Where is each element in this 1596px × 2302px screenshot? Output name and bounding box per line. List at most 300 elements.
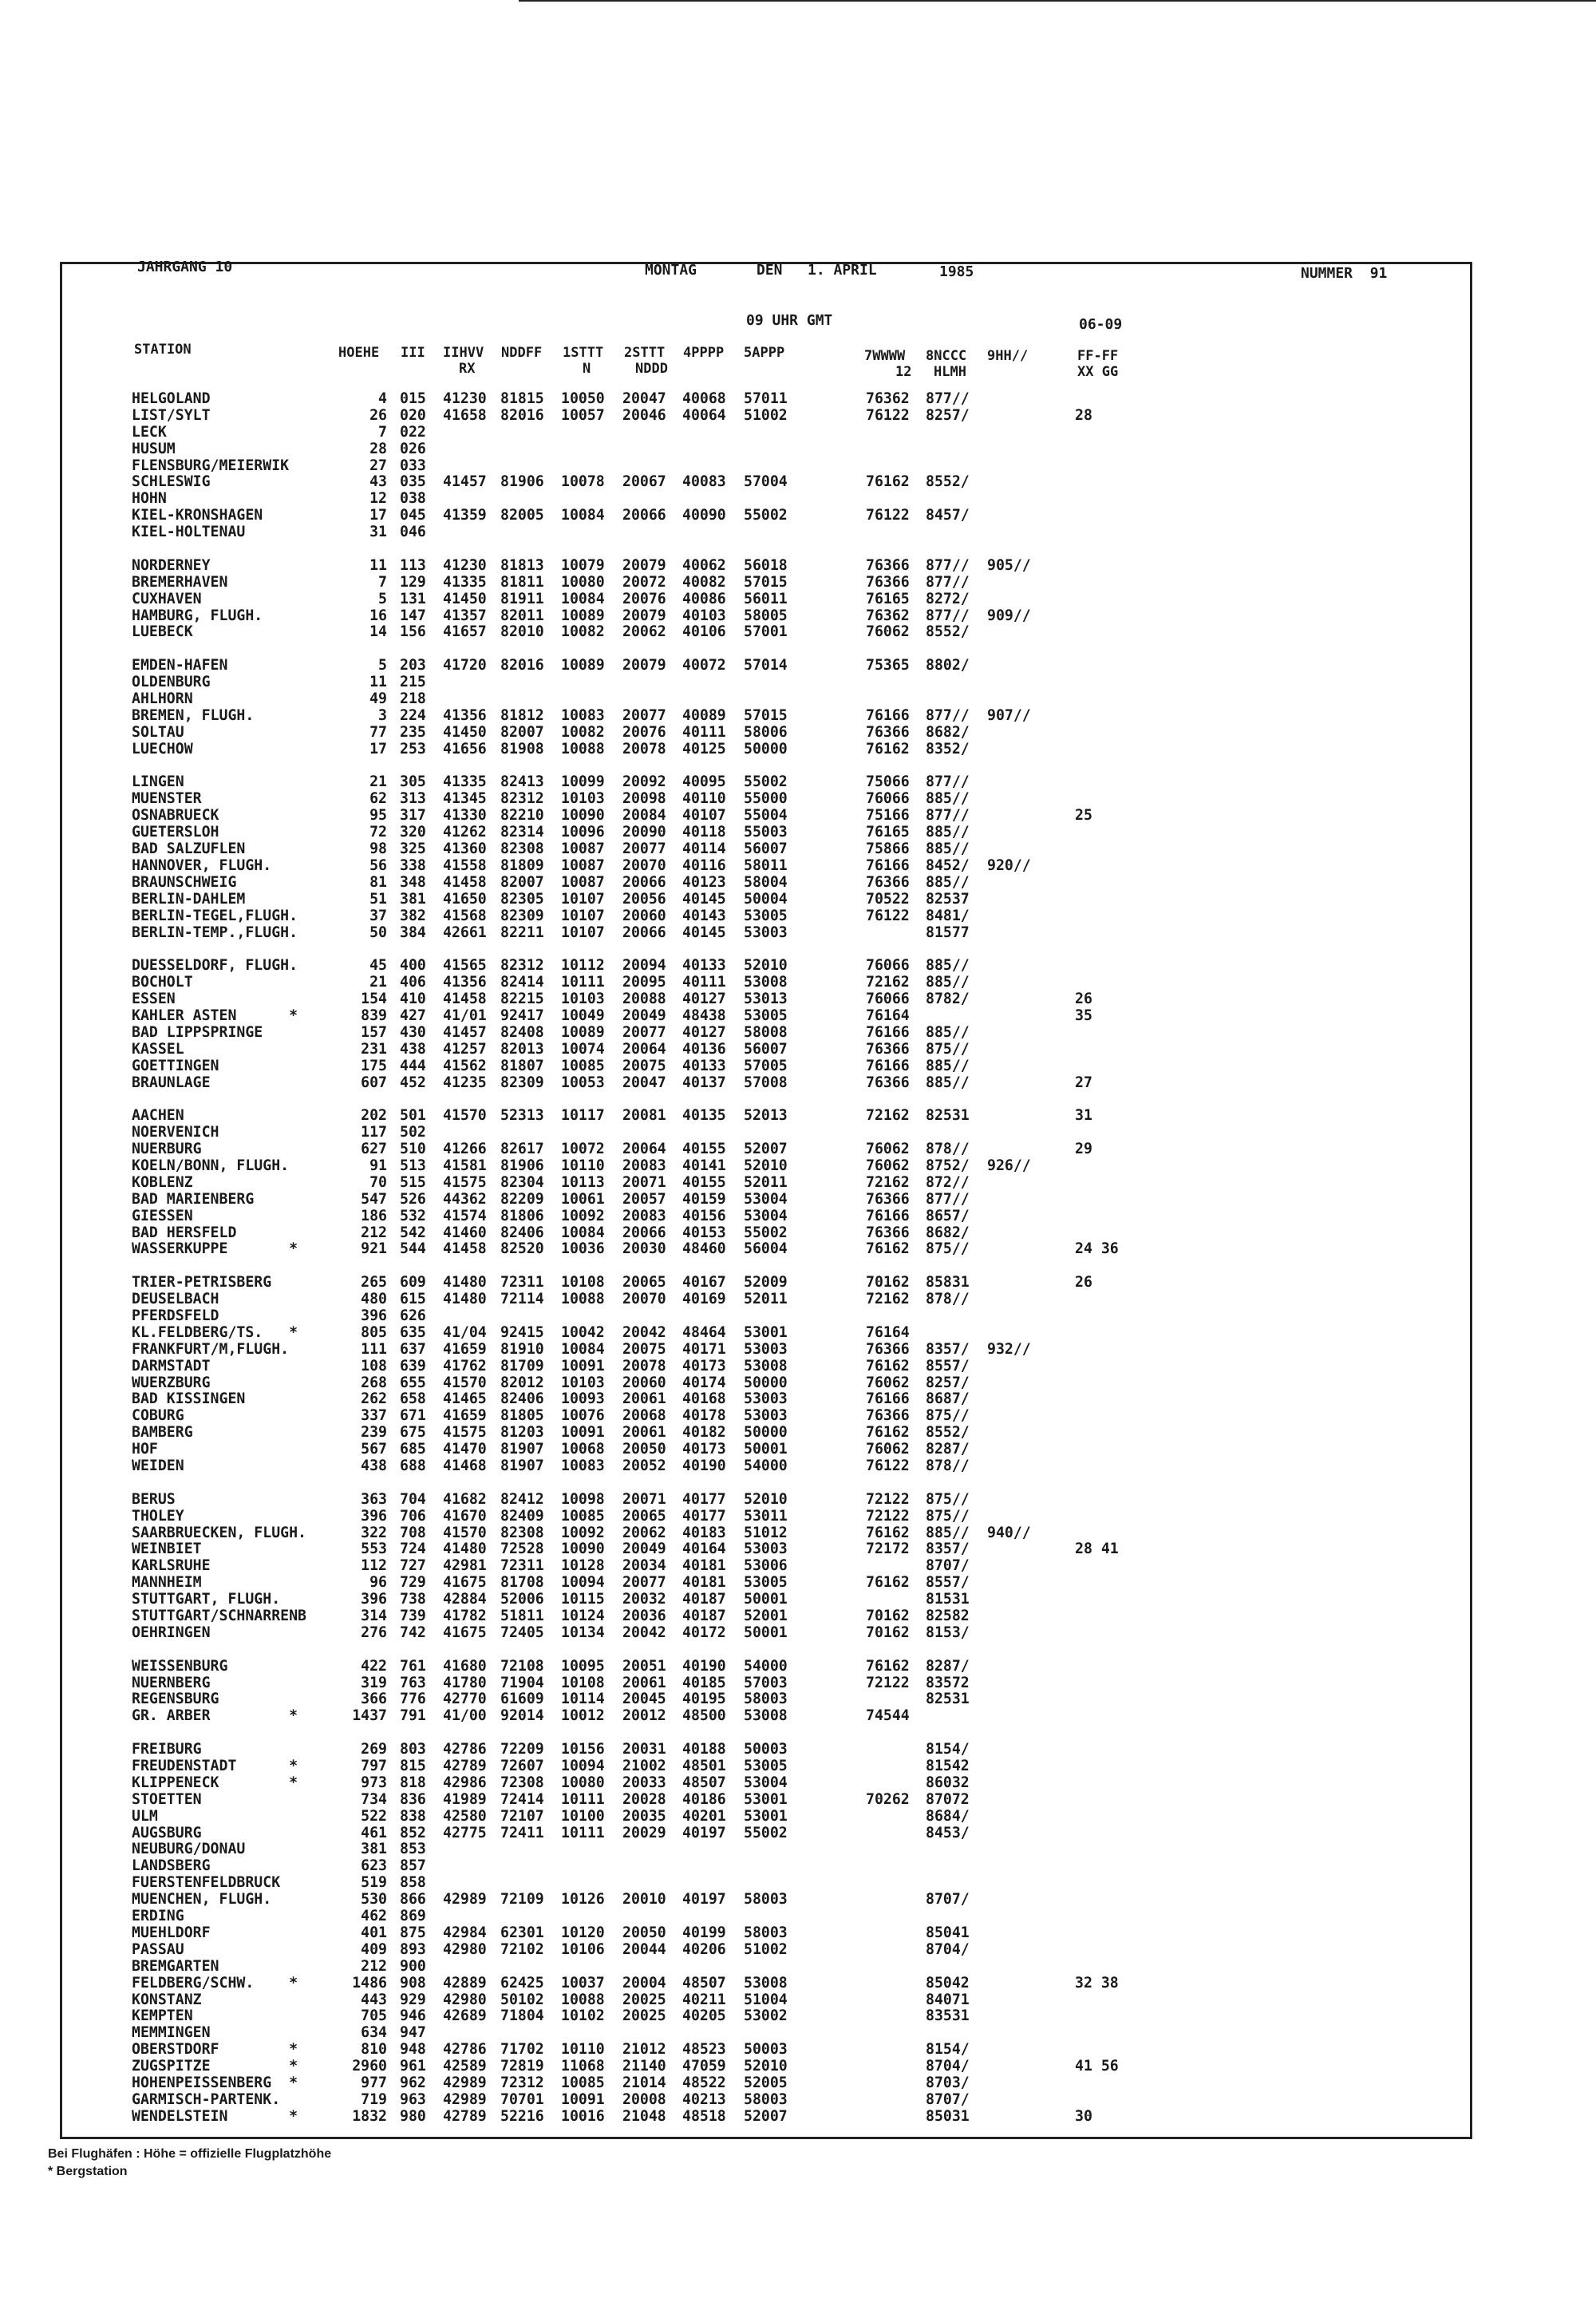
cell-g4: 40111 <box>682 723 726 741</box>
cell-g4: 40141 <box>682 1157 726 1174</box>
cell-g2: 20070 <box>622 856 666 874</box>
cell-g5: 52005 <box>744 2074 788 2091</box>
cell-hoehe: 522 <box>361 1807 387 1825</box>
cell-g7: 72162 <box>866 1107 910 1125</box>
cell-g2: 20044 <box>622 1940 666 1958</box>
cell-iii: 305 <box>400 773 426 791</box>
cell-station: BAD MARIENBERG <box>132 1190 255 1208</box>
cell-g2: 20052 <box>622 1458 666 1474</box>
cell-g1: 10087 <box>561 841 605 858</box>
cell-iihvv: 42689 <box>443 2007 487 2025</box>
cell-hoehe: 705 <box>361 2007 387 2025</box>
cell-nddff: 72109 <box>500 1891 544 1908</box>
cell-nddff: 71904 <box>500 1674 544 1691</box>
cell-g4: 40095 <box>682 773 726 791</box>
cell-iii: 893 <box>400 1940 426 1958</box>
cell-g2: 20035 <box>622 1807 666 1825</box>
cell-station: STUTTGART/SCHNARRENB <box>132 1608 306 1625</box>
cell-g5: 56011 <box>744 590 788 607</box>
cell-g1: 10016 <box>561 2107 605 2125</box>
cell-g2: 20076 <box>622 590 666 607</box>
cell-g4: 48507 <box>682 1974 726 1992</box>
cell-g8: 82582 <box>926 1608 970 1625</box>
cell-g1: 10012 <box>561 1707 605 1725</box>
table-row <box>132 941 1488 958</box>
cell-g5: 53001 <box>744 1807 788 1825</box>
cell-iii: 706 <box>400 1507 426 1525</box>
cell-g5: 58005 <box>744 607 788 624</box>
cell-g5: 53004 <box>744 1774 788 1791</box>
jahrgang-label: JAHRGANG 10 <box>137 259 233 275</box>
cell-g1: 10087 <box>561 873 605 891</box>
cell-g1: 10117 <box>561 1107 605 1125</box>
cell-nddff: 72308 <box>500 1774 544 1791</box>
cell-g2: 20036 <box>622 1608 666 1625</box>
cell-g7: 75866 <box>866 841 910 858</box>
cell-g2: 20066 <box>622 507 666 524</box>
year-label: 1985 <box>939 263 974 280</box>
cell-g5: 57001 <box>744 623 788 641</box>
table-row <box>132 1458 1488 1475</box>
cell-g8: 8752/ <box>926 1157 970 1174</box>
cell-iihvv: 41575 <box>443 1424 487 1442</box>
cell-station: KASSEL <box>132 1040 184 1058</box>
cell-iihvv: 41989 <box>443 1790 487 1808</box>
cell-g4: 40072 <box>682 657 726 674</box>
cell-g2: 20025 <box>622 2007 666 2025</box>
cell-g1: 10061 <box>561 1190 605 1208</box>
cell-nddff: 82406 <box>500 1390 544 1408</box>
cell-station: SOLTAU <box>132 723 184 741</box>
cell-g5: 56007 <box>744 1040 788 1058</box>
table-row <box>132 1208 1488 1225</box>
cell-g5: 52010 <box>744 1490 788 1508</box>
cell-g1: 11068 <box>561 2058 605 2075</box>
cell-g5: 51012 <box>744 1524 788 1541</box>
cell-iihvv: 41360 <box>443 841 487 858</box>
cell-iii: 513 <box>400 1157 426 1174</box>
cell-iihvv: 41345 <box>443 790 487 808</box>
cell-iii: 742 <box>400 1624 426 1641</box>
cell-g1: 10068 <box>561 1441 605 1458</box>
cell-iihvv: 41762 <box>443 1357 487 1374</box>
cell-iii: 729 <box>400 1574 426 1592</box>
cell-g2: 20004 <box>622 1974 666 1992</box>
table-row <box>132 991 1488 1008</box>
table-row <box>132 1708 1488 1725</box>
cell-g5: 53003 <box>744 1390 788 1408</box>
cell-g2: 21140 <box>622 2058 666 2075</box>
cell-iihvv: 41335 <box>443 773 487 791</box>
cell-station: BERLIN-TEGEL,FLUGH. <box>132 907 298 924</box>
cell-hoehe: 973 <box>361 1774 387 1791</box>
cell-g9: 926// <box>987 1157 1031 1174</box>
cell-g5: 55002 <box>744 773 788 791</box>
cell-nddff: 82011 <box>500 607 544 624</box>
cell-iii: 671 <box>400 1407 426 1425</box>
cell-g4: 40083 <box>682 473 726 491</box>
range-label: 06-09 <box>1079 316 1123 333</box>
table-row <box>132 508 1488 524</box>
cell-g7: 76166 <box>866 706 910 724</box>
table-row <box>132 1642 1488 1659</box>
cell-iihvv: 41581 <box>443 1157 487 1174</box>
cell-nddff: 82409 <box>500 1507 544 1525</box>
cell-g1: 10085 <box>561 2074 605 2091</box>
table-row <box>132 441 1488 458</box>
cell-station: FREUDENSTADT * <box>132 1758 298 1775</box>
table-row <box>132 458 1488 475</box>
cell-station: BAD SALZUFLEN <box>132 841 246 858</box>
cell-iii: 317 <box>400 807 426 825</box>
cell-g4: 40181 <box>682 1557 726 1575</box>
table-row <box>132 2025 1488 2042</box>
cell-g5: 57011 <box>744 390 788 407</box>
cell-g2: 20077 <box>622 1574 666 1592</box>
cell-g5: 50000 <box>744 1374 788 1391</box>
table-row <box>132 1725 1488 1742</box>
cell-hoehe: 265 <box>361 1274 387 1291</box>
cell-iii: 929 <box>400 1991 426 2008</box>
cell-iii: 639 <box>400 1357 426 1374</box>
cell-hoehe: 16 <box>369 607 387 624</box>
cell-hoehe: 77 <box>369 723 387 741</box>
cell-g2: 20030 <box>622 1240 666 1258</box>
cell-g4: 40111 <box>682 974 726 991</box>
cell-nddff: 81708 <box>500 1574 544 1592</box>
cell-iii: 510 <box>400 1141 426 1158</box>
cell-nddff: 52313 <box>500 1107 544 1125</box>
cell-g7: 76366 <box>866 873 910 891</box>
cell-iihvv: 41675 <box>443 1624 487 1641</box>
cell-iihvv: 42884 <box>443 1591 487 1608</box>
cell-station: WASSERKUPPE * <box>132 1240 298 1258</box>
table-row <box>132 1541 1488 1558</box>
cell-g1: 10092 <box>561 1524 605 1541</box>
cell-station: HOHENPEISSENBERG * <box>132 2074 298 2091</box>
cell-station: BREMERHAVEN <box>132 573 228 591</box>
cell-iihvv: 41468 <box>443 1458 487 1474</box>
table-row <box>132 1841 1488 1858</box>
cell-hoehe: 409 <box>361 1940 387 1958</box>
table-row <box>132 1359 1488 1375</box>
cell-g1: 10049 <box>561 1007 605 1024</box>
cell-iihvv: 42986 <box>443 1774 487 1791</box>
cell-g8: 877// <box>926 807 970 825</box>
cell-g2: 20077 <box>622 1023 666 1041</box>
cell-nddff: 52216 <box>500 2107 544 2125</box>
cell-station: MEMMINGEN <box>132 2024 211 2042</box>
cell-g2: 20066 <box>622 873 666 891</box>
cell-station: ULM <box>132 1807 158 1825</box>
cell-g9: 932// <box>987 1340 1031 1358</box>
cell-iihvv: 41480 <box>443 1541 487 1558</box>
cell-iii: 038 <box>400 490 426 508</box>
cell-nddff: 81911 <box>500 590 544 607</box>
cell-nddff: 82414 <box>500 974 544 991</box>
table-row <box>132 1792 1488 1809</box>
table-row <box>132 2042 1488 2059</box>
cell-g1: 10098 <box>561 1490 605 1508</box>
cell-g8: 86032 <box>926 1774 970 1791</box>
cell-hoehe: 108 <box>361 1357 387 1374</box>
cell-nddff: 82520 <box>500 1240 544 1258</box>
cell-iii: 739 <box>400 1608 426 1625</box>
cell-iii: 688 <box>400 1458 426 1474</box>
cell-g5: 57005 <box>744 1057 788 1074</box>
cell-g2: 20029 <box>622 1824 666 1841</box>
cell-g2: 20083 <box>622 1207 666 1224</box>
cell-iihvv: 41457 <box>443 1023 487 1041</box>
cell-g5: 54000 <box>744 1657 788 1675</box>
cell-g1: 10042 <box>561 1323 605 1341</box>
cell-nddff: 72411 <box>500 1824 544 1841</box>
cell-g1: 10091 <box>561 1357 605 1374</box>
cell-iihvv: 41465 <box>443 1390 487 1408</box>
cell-iihvv: 41480 <box>443 1291 487 1308</box>
cell-g4: 40155 <box>682 1173 726 1191</box>
cell-station: BREMGARTEN <box>132 1957 219 1975</box>
cell-g8: 885// <box>926 1074 970 1091</box>
table-row <box>132 1659 1488 1675</box>
cell-iii: 129 <box>400 573 426 591</box>
cell-g2: 21012 <box>622 2041 666 2059</box>
table-row <box>132 808 1488 825</box>
cell-nddff: 92014 <box>500 1707 544 1725</box>
cell-station: KLIPPENECK * <box>132 1774 298 1791</box>
cell-g8: 877// <box>926 607 970 624</box>
cell-hoehe: 519 <box>361 1874 387 1892</box>
table-row <box>132 1691 1488 1708</box>
cell-hoehe: 921 <box>361 1240 387 1258</box>
cell-g5: 58003 <box>744 1891 788 1908</box>
cell-iii: 963 <box>400 2090 426 2108</box>
cell-station: MANNHEIM <box>132 1574 202 1592</box>
cell-station: KIEL-KRONSHAGEN <box>132 507 263 524</box>
cell-g4: 40136 <box>682 1040 726 1058</box>
cell-hoehe: 21 <box>369 773 387 791</box>
cell-g4: 40201 <box>682 1807 726 1825</box>
cell-iihvv: 41574 <box>443 1207 487 1224</box>
cell-g4: 40167 <box>682 1274 726 1291</box>
cell-g4: 40090 <box>682 507 726 524</box>
cell-g4: 40086 <box>682 590 726 607</box>
cell-nddff: 81910 <box>500 1340 544 1358</box>
cell-g4: 40127 <box>682 991 726 1008</box>
cell-station: KOELN/BONN, FLUGH. <box>132 1157 290 1174</box>
cell-g8: 8287/ <box>926 1441 970 1458</box>
cell-g5: 53008 <box>744 974 788 991</box>
cell-g4: 48507 <box>682 1774 726 1791</box>
cell-ff: 24 36 <box>1075 1240 1119 1258</box>
cell-g4: 40205 <box>682 2007 726 2025</box>
cell-g1: 10084 <box>561 507 605 524</box>
cell-g8: 8352/ <box>926 740 970 757</box>
cell-g5: 54000 <box>744 1458 788 1474</box>
cell-iihvv: 41680 <box>443 1657 487 1675</box>
cell-nddff: 72414 <box>500 1790 544 1808</box>
cell-station: WUERZBURG <box>132 1374 211 1391</box>
cell-ff: 31 <box>1075 1107 1092 1125</box>
table-row <box>132 1192 1488 1208</box>
cell-g9: 909// <box>987 607 1031 624</box>
cell-station: WENDELSTEIN * <box>132 2107 298 2125</box>
cell-g2: 20072 <box>622 573 666 591</box>
table-row <box>132 1275 1488 1291</box>
cell-hoehe: 719 <box>361 2090 387 2108</box>
cell-iihvv: 41565 <box>443 957 487 975</box>
cell-station: CUXHAVEN <box>132 590 202 607</box>
cell-iihvv: 42889 <box>443 1974 487 1992</box>
cell-hoehe: 72 <box>369 824 387 841</box>
cell-hoehe: 62 <box>369 790 387 808</box>
cell-g4: 48522 <box>682 2074 726 2091</box>
table-row <box>132 725 1488 742</box>
cell-g2: 20092 <box>622 773 666 791</box>
cell-iii: 685 <box>400 1441 426 1458</box>
cell-ff: 26 <box>1075 991 1092 1008</box>
cell-ff: 32 38 <box>1075 1974 1119 1992</box>
cell-nddff: 72311 <box>500 1557 544 1575</box>
cell-hoehe: 269 <box>361 1741 387 1758</box>
cell-g8: 8153/ <box>926 1624 970 1641</box>
cell-ff: 26 <box>1075 1274 1092 1291</box>
cell-iihvv: 41659 <box>443 1340 487 1358</box>
cell-hoehe: 17 <box>369 507 387 524</box>
cell-g8: 8707/ <box>926 1557 970 1575</box>
cell-g8: 8257/ <box>926 1374 970 1391</box>
cell-hoehe: 17 <box>369 740 387 757</box>
table-row <box>132 1758 1488 1775</box>
cell-g2: 20042 <box>622 1323 666 1341</box>
cell-iihvv: 41480 <box>443 1274 487 1291</box>
cell-ff: 28 41 <box>1075 1541 1119 1558</box>
cell-g8: 885// <box>926 974 970 991</box>
cell-g8: 8703/ <box>926 2074 970 2091</box>
cell-iii: 045 <box>400 507 426 524</box>
table-row <box>132 858 1488 875</box>
cell-hoehe: 607 <box>361 1074 387 1091</box>
cell-iihvv: 41450 <box>443 590 487 607</box>
cell-iii: 776 <box>400 1691 426 1708</box>
cell-hoehe: 4 <box>378 390 387 407</box>
cell-iihvv: 42789 <box>443 2107 487 2125</box>
table-row <box>132 1892 1488 1908</box>
cell-g2: 20033 <box>622 1774 666 1791</box>
cell-g7: 76366 <box>866 1190 910 1208</box>
cell-hoehe: 530 <box>361 1891 387 1908</box>
cell-iihvv: 41675 <box>443 1574 487 1592</box>
cell-iihvv: 42770 <box>443 1691 487 1708</box>
cell-g4: 48438 <box>682 1007 726 1024</box>
cell-iihvv: 41/01 <box>443 1007 487 1024</box>
cell-g2: 20088 <box>622 991 666 1008</box>
cell-g8: 8704/ <box>926 2058 970 2075</box>
cell-iii: 526 <box>400 1190 426 1208</box>
cell-g1: 10074 <box>561 1040 605 1058</box>
cell-nddff: 82312 <box>500 790 544 808</box>
cell-hoehe: 396 <box>361 1307 387 1324</box>
cell-nddff: 82314 <box>500 824 544 841</box>
cell-g4: 40177 <box>682 1490 726 1508</box>
cell-g4: 40185 <box>682 1674 726 1691</box>
cell-station: BREMEN, FLUGH. <box>132 706 255 724</box>
cell-g8: 875// <box>926 1490 970 1508</box>
cell-g1: 10107 <box>561 890 605 908</box>
cell-g5: 57015 <box>744 573 788 591</box>
cell-g5: 53003 <box>744 924 788 941</box>
cell-g1: 10076 <box>561 1407 605 1425</box>
cell-g1: 10088 <box>561 1291 605 1308</box>
cell-g7: 76165 <box>866 590 910 607</box>
cell-g4: 40137 <box>682 1074 726 1091</box>
cell-g8: 885// <box>926 1524 970 1541</box>
cell-hoehe: 81 <box>369 873 387 891</box>
table-row <box>132 1225 1488 1242</box>
footnote-airports: Bei Flughäfen : Höhe = offizielle Flugplatzhöhe <box>48 2147 332 2161</box>
cell-hoehe: 319 <box>361 1674 387 1691</box>
cell-hoehe: 70 <box>369 1173 387 1191</box>
cell-iii: 348 <box>400 873 426 891</box>
cell-g8: 878// <box>926 1141 970 1158</box>
table-row <box>132 925 1488 942</box>
cell-g7: 76366 <box>866 1340 910 1358</box>
cell-station: HANNOVER, FLUGH. <box>132 856 272 874</box>
cell-g8: 8287/ <box>926 1657 970 1675</box>
cell-g1: 10094 <box>561 1574 605 1592</box>
cell-g7: 72162 <box>866 974 910 991</box>
cell-g8: 8481/ <box>926 907 970 924</box>
cell-iii: 818 <box>400 1774 426 1791</box>
cell-hoehe: 314 <box>361 1608 387 1625</box>
cell-nddff: 82406 <box>500 1224 544 1241</box>
footnote-mountain: * Bergstation <box>48 2165 128 2178</box>
cell-iii: 381 <box>400 890 426 908</box>
cell-g2: 20010 <box>622 1891 666 1908</box>
cell-iihvv: 42786 <box>443 2041 487 2059</box>
cell-g7: 76122 <box>866 406 910 424</box>
cell-nddff: 82305 <box>500 890 544 908</box>
cell-iii: 235 <box>400 723 426 741</box>
cell-g1: 10134 <box>561 1624 605 1641</box>
cell-hoehe: 117 <box>361 1124 387 1141</box>
cell-g7: 76162 <box>866 473 910 491</box>
cell-station: FELDBERG/SCHW. * <box>132 1974 298 1992</box>
cell-iihvv: 42786 <box>443 1741 487 1758</box>
cell-g1: 10053 <box>561 1074 605 1091</box>
cell-station: OLDENBURG <box>132 674 211 691</box>
table-row <box>132 1042 1488 1058</box>
cell-nddff: 81806 <box>500 1207 544 1224</box>
table-row <box>132 958 1488 975</box>
cell-g8: 8682/ <box>926 723 970 741</box>
table-row <box>132 1959 1488 1976</box>
cell-nddff: 81908 <box>500 740 544 757</box>
cell-hoehe: 212 <box>361 1957 387 1975</box>
cell-nddff: 81813 <box>500 556 544 574</box>
cell-g1: 10092 <box>561 1207 605 1224</box>
cell-g2: 20066 <box>622 924 666 941</box>
cell-hoehe: 734 <box>361 1790 387 1808</box>
cell-g4: 40103 <box>682 607 726 624</box>
table-row <box>132 575 1488 591</box>
cell-g4: 48500 <box>682 1707 726 1725</box>
cell-g8: 8357/ <box>926 1541 970 1558</box>
cell-g8: 875// <box>926 1507 970 1525</box>
table-row <box>132 825 1488 841</box>
cell-iihvv: 41780 <box>443 1674 487 1691</box>
cell-iihvv: 41359 <box>443 507 487 524</box>
